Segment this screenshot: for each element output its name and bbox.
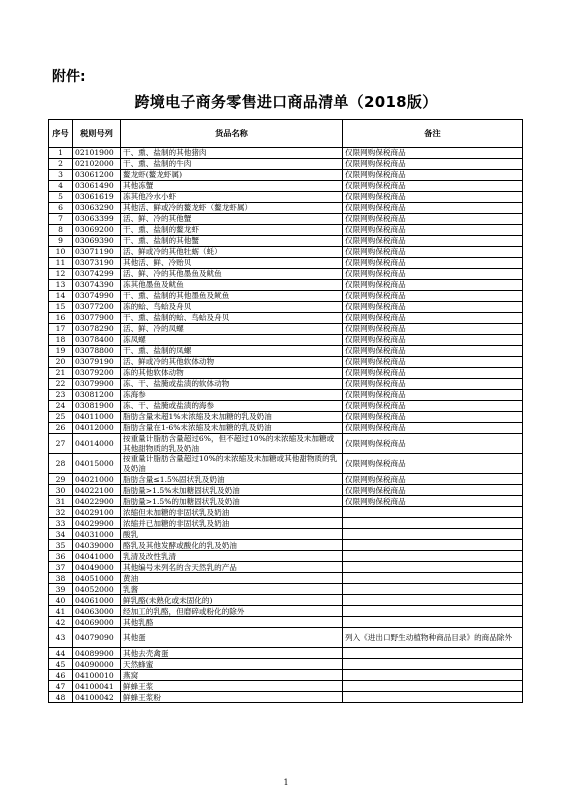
row-note <box>343 529 523 540</box>
tariff-code: 04014000 <box>73 434 121 454</box>
tariff-code: 02101900 <box>73 148 121 159</box>
product-name: 其他活、鲜、冷贻贝 <box>121 258 343 269</box>
table-row <box>49 401 523 412</box>
product-name: 其他乳酪 <box>121 617 343 628</box>
row-number: 25 <box>49 412 73 423</box>
tariff-code: 04051000 <box>73 573 121 584</box>
tariff-code: 03081200 <box>73 390 121 401</box>
row-note <box>343 562 523 573</box>
row-number: 37 <box>49 562 73 573</box>
table-row <box>49 225 523 236</box>
row-number: 24 <box>49 401 73 412</box>
row-number: 7 <box>49 214 73 225</box>
row-number: 30 <box>49 485 73 496</box>
product-name: 按重量计脂肪含量超过10%的未浓缩及未加糖或其他甜物质的乳及奶油 <box>121 454 343 474</box>
row-note <box>343 573 523 584</box>
row-number: 9 <box>49 236 73 247</box>
row-number: 3 <box>49 170 73 181</box>
table-row <box>49 485 523 496</box>
product-name: 冻凤螺 <box>121 335 343 346</box>
table-row <box>49 357 523 368</box>
tariff-code: 04061000 <box>73 595 121 606</box>
table-row <box>49 291 523 302</box>
product-name: 乳酱 <box>121 584 343 595</box>
table-row <box>49 434 523 454</box>
row-number: 46 <box>49 670 73 681</box>
product-name: 鲜乳酪(未熟化或未固化的) <box>121 595 343 606</box>
table-row <box>49 170 523 181</box>
product-name: 燕窝 <box>121 670 343 681</box>
product-name: 冻其他冷水小虾 <box>121 192 343 203</box>
row-number: 45 <box>49 659 73 670</box>
row-note <box>343 551 523 562</box>
table-row <box>49 606 523 617</box>
row-note: 仅限网购保税商品 <box>343 390 523 401</box>
product-name: 干、熏、盐制的凤螺 <box>121 346 343 357</box>
tariff-code: 04063000 <box>73 606 121 617</box>
row-number: 28 <box>49 454 73 474</box>
row-note: 仅限网购保税商品 <box>343 324 523 335</box>
product-name: 活、鲜或冷的其他软体动物 <box>121 357 343 368</box>
row-note <box>343 670 523 681</box>
row-number: 10 <box>49 247 73 258</box>
tariff-code: 03061200 <box>73 170 121 181</box>
table-row <box>49 584 523 595</box>
product-name: 活、鲜、冷的凤螺 <box>121 324 343 335</box>
row-number: 5 <box>49 192 73 203</box>
tariff-code: 03077900 <box>73 313 121 324</box>
table-row <box>49 379 523 390</box>
product-name: 脂肪量>1.5%的加糖固状乳及奶油 <box>121 496 343 507</box>
tariff-code: 03063399 <box>73 214 121 225</box>
product-name: 酸乳 <box>121 529 343 540</box>
row-note: 仅限网购保税商品 <box>343 192 523 203</box>
tariff-code: 04031000 <box>73 529 121 540</box>
row-note <box>343 518 523 529</box>
row-number: 35 <box>49 540 73 551</box>
row-note: 仅限网购保税商品 <box>343 346 523 357</box>
tariff-code: 04029100 <box>73 507 121 518</box>
row-number: 21 <box>49 368 73 379</box>
table-row <box>49 617 523 628</box>
product-list-table <box>48 119 523 703</box>
document-title: 跨境电子商务零售进口商品清单（2018版） <box>134 93 438 111</box>
table-body <box>49 148 523 703</box>
product-name: 脂肪量>1.5%未加糖固状乳及奶油 <box>121 485 343 496</box>
row-number: 31 <box>49 496 73 507</box>
tariff-code: 03078400 <box>73 335 121 346</box>
product-name: 其他去壳禽蛋 <box>121 648 343 659</box>
tariff-code: 03081900 <box>73 401 121 412</box>
table-row <box>49 551 523 562</box>
table-row <box>49 324 523 335</box>
product-name: 干、熏、盐制的其他墨鱼及鱿鱼 <box>121 291 343 302</box>
row-note <box>343 595 523 606</box>
product-name: 冻、干、盐腌或盐渍的海参 <box>121 401 343 412</box>
row-note: 仅限网购保税商品 <box>343 203 523 214</box>
product-name: 冻、干、盐腌或盐渍的软体动物 <box>121 379 343 390</box>
tariff-code: 03077200 <box>73 302 121 313</box>
tariff-code: 03079200 <box>73 368 121 379</box>
row-note <box>343 507 523 518</box>
row-note: 仅限网购保税商品 <box>343 313 523 324</box>
header-code: 税则号列 <box>73 120 121 148</box>
tariff-code: 04029900 <box>73 518 121 529</box>
product-name: 鲜蜂王浆 <box>121 681 343 692</box>
table-row <box>49 507 523 518</box>
row-note: 仅限网购保税商品 <box>343 214 523 225</box>
product-name: 脂肪含量未超1%未浓缩及未加糖的乳及奶油 <box>121 412 343 423</box>
row-number: 4 <box>49 181 73 192</box>
row-note: 仅限网购保税商品 <box>343 159 523 170</box>
tariff-code: 04090000 <box>73 659 121 670</box>
row-note: 仅限网购保税商品 <box>343 454 523 474</box>
row-number: 33 <box>49 518 73 529</box>
product-name: 天然蜂蜜 <box>121 659 343 670</box>
product-name: 其他蛋 <box>121 628 343 648</box>
row-note: 仅限网购保税商品 <box>343 236 523 247</box>
table-row <box>49 236 523 247</box>
row-number: 38 <box>49 573 73 584</box>
tariff-code: 03074390 <box>73 280 121 291</box>
tariff-code: 04022900 <box>73 496 121 507</box>
row-note: 仅限网购保税商品 <box>343 496 523 507</box>
row-note <box>343 617 523 628</box>
tariff-code: 04069000 <box>73 617 121 628</box>
row-number: 20 <box>49 357 73 368</box>
row-number: 34 <box>49 529 73 540</box>
tariff-code: 02102000 <box>73 159 121 170</box>
tariff-code: 03073190 <box>73 258 121 269</box>
product-name: 浓缩但未加糖的非固状乳及奶油 <box>121 507 343 518</box>
attachment-label: 附件: <box>52 69 86 85</box>
row-number: 1 <box>49 148 73 159</box>
tariff-code: 03079900 <box>73 379 121 390</box>
product-name: 冻海参 <box>121 390 343 401</box>
table-row <box>49 496 523 507</box>
row-note: 仅限网购保税商品 <box>343 434 523 454</box>
tariff-code: 03061619 <box>73 192 121 203</box>
product-name: 干、熏、盐制的鳌龙虾 <box>121 225 343 236</box>
tariff-code: 04041000 <box>73 551 121 562</box>
table-row <box>49 474 523 485</box>
table-row <box>49 518 523 529</box>
row-number: 11 <box>49 258 73 269</box>
product-name: 按重量计脂肪含量超过6%，但不超过10%的未浓缩及未加糖或其他甜物质的乳及奶油 <box>121 434 343 454</box>
row-note: 仅限网购保税商品 <box>343 401 523 412</box>
product-name: 脂肪含量在1-6%未浓缩及未加糖的乳及奶油 <box>121 423 343 434</box>
row-number: 42 <box>49 617 73 628</box>
row-number: 6 <box>49 203 73 214</box>
table-row <box>49 648 523 659</box>
table-row <box>49 670 523 681</box>
table-row <box>49 258 523 269</box>
product-name: 其他编号未列名的含天然乳的产品 <box>121 562 343 573</box>
product-name: 干、熏、盐制的牛肉 <box>121 159 343 170</box>
table-row <box>49 159 523 170</box>
tariff-code: 04015000 <box>73 454 121 474</box>
tariff-code: 03069200 <box>73 225 121 236</box>
row-note: 仅限网购保税商品 <box>343 302 523 313</box>
tariff-code: 03069390 <box>73 236 121 247</box>
table-row <box>49 692 523 703</box>
row-note: 仅限网购保税商品 <box>343 280 523 291</box>
product-name: 酪乳及其他发酵或酸化的乳及奶油 <box>121 540 343 551</box>
table-row <box>49 423 523 434</box>
table-row <box>49 454 523 474</box>
tariff-code: 03071190 <box>73 247 121 258</box>
table-row <box>49 595 523 606</box>
row-number: 26 <box>49 423 73 434</box>
row-note: 仅限网购保税商品 <box>343 368 523 379</box>
row-number: 29 <box>49 474 73 485</box>
row-note <box>343 584 523 595</box>
table-row <box>49 214 523 225</box>
row-note: 仅限网购保税商品 <box>343 148 523 159</box>
row-number: 47 <box>49 681 73 692</box>
row-number: 2 <box>49 159 73 170</box>
table-row <box>49 148 523 159</box>
row-note: 仅限网购保税商品 <box>343 335 523 346</box>
tariff-code: 04100010 <box>73 670 121 681</box>
table-header-row <box>49 120 523 148</box>
header-name: 货品名称 <box>121 120 343 148</box>
table-row <box>49 573 523 584</box>
row-number: 15 <box>49 302 73 313</box>
tariff-code: 04089900 <box>73 648 121 659</box>
row-note <box>343 648 523 659</box>
row-number: 14 <box>49 291 73 302</box>
tariff-code: 03079190 <box>73 357 121 368</box>
page-number: 1 <box>283 778 289 787</box>
table-row <box>49 390 523 401</box>
row-note <box>343 540 523 551</box>
table-row <box>49 412 523 423</box>
table-row <box>49 192 523 203</box>
table-row <box>49 368 523 379</box>
row-number: 17 <box>49 324 73 335</box>
row-note: 仅限网购保税商品 <box>343 170 523 181</box>
product-name: 活、鲜、冷的其他蟹 <box>121 214 343 225</box>
row-number: 32 <box>49 507 73 518</box>
tariff-code: 04079090 <box>73 628 121 648</box>
product-name: 活、鲜或冷的其他牡蛎（蚝） <box>121 247 343 258</box>
product-name: 冻的其他软体动物 <box>121 368 343 379</box>
table-row <box>49 346 523 357</box>
row-note: 列入《进出口野生动植物种商品目录》的商品除外 <box>343 628 523 648</box>
product-name: 鲜蜂王浆粉 <box>121 692 343 703</box>
table-row <box>49 313 523 324</box>
row-note: 仅限网购保税商品 <box>343 412 523 423</box>
tariff-code: 04012000 <box>73 423 121 434</box>
table-row <box>49 181 523 192</box>
product-name: 干、熏、盐制的蛤、鸟蛤及舟贝 <box>121 313 343 324</box>
row-note: 仅限网购保税商品 <box>343 269 523 280</box>
row-note <box>343 659 523 670</box>
row-number: 23 <box>49 390 73 401</box>
tariff-code: 04011000 <box>73 412 121 423</box>
table-row <box>49 659 523 670</box>
tariff-code: 04052000 <box>73 584 121 595</box>
row-number: 39 <box>49 584 73 595</box>
product-name: 浓缩并已加糖的非固状乳及奶油 <box>121 518 343 529</box>
row-number: 13 <box>49 280 73 291</box>
header-note: 备注 <box>343 120 523 148</box>
row-number: 22 <box>49 379 73 390</box>
row-number: 44 <box>49 648 73 659</box>
tariff-code: 03061490 <box>73 181 121 192</box>
row-note <box>343 692 523 703</box>
row-number: 27 <box>49 434 73 454</box>
table-row <box>49 628 523 648</box>
row-note: 仅限网购保税商品 <box>343 357 523 368</box>
row-note: 仅限网购保税商品 <box>343 225 523 236</box>
row-number: 16 <box>49 313 73 324</box>
row-number: 12 <box>49 269 73 280</box>
tariff-code: 03074299 <box>73 269 121 280</box>
tariff-code: 03078800 <box>73 346 121 357</box>
table-row <box>49 203 523 214</box>
tariff-code: 04100042 <box>73 692 121 703</box>
row-note: 仅限网购保税商品 <box>343 485 523 496</box>
table-row <box>49 681 523 692</box>
product-name: 经加工的乳酪，但磨碎或粉化的除外 <box>121 606 343 617</box>
table-row <box>49 540 523 551</box>
row-number: 18 <box>49 335 73 346</box>
row-number: 41 <box>49 606 73 617</box>
product-name: 干、熏、盐制的其他蟹 <box>121 236 343 247</box>
table-row <box>49 269 523 280</box>
table-row <box>49 562 523 573</box>
table-row <box>49 529 523 540</box>
tariff-code: 04039000 <box>73 540 121 551</box>
product-name: 干、熏、盐制的其他猪肉 <box>121 148 343 159</box>
row-note <box>343 681 523 692</box>
row-note: 仅限网购保税商品 <box>343 291 523 302</box>
tariff-code: 03078290 <box>73 324 121 335</box>
tariff-code: 03074990 <box>73 291 121 302</box>
product-name: 其他冻蟹 <box>121 181 343 192</box>
row-note: 仅限网购保税商品 <box>343 181 523 192</box>
product-name: 冻其他墨鱼及鱿鱼 <box>121 280 343 291</box>
table-row <box>49 247 523 258</box>
product-name: 黄油 <box>121 573 343 584</box>
header-no: 序号 <box>49 120 73 148</box>
product-name: 冻的蛤、鸟蛤及舟贝 <box>121 302 343 313</box>
row-number: 40 <box>49 595 73 606</box>
row-note <box>343 606 523 617</box>
row-number: 43 <box>49 628 73 648</box>
row-note: 仅限网购保税商品 <box>343 474 523 485</box>
product-name: 其他活、鲜或冷的鳌龙虾（鳌龙虾属） <box>121 203 343 214</box>
row-note: 仅限网购保税商品 <box>343 258 523 269</box>
tariff-code: 04021000 <box>73 474 121 485</box>
tariff-code: 04022100 <box>73 485 121 496</box>
row-note: 仅限网购保税商品 <box>343 423 523 434</box>
table-row <box>49 302 523 313</box>
table-row <box>49 335 523 346</box>
product-name: 乳清及改性乳清 <box>121 551 343 562</box>
table-row <box>49 280 523 291</box>
row-number: 8 <box>49 225 73 236</box>
product-name: 活、鲜、冷的其他墨鱼及鱿鱼 <box>121 269 343 280</box>
tariff-code: 04100041 <box>73 681 121 692</box>
row-number: 19 <box>49 346 73 357</box>
row-note: 仅限网购保税商品 <box>343 379 523 390</box>
tariff-code: 03063290 <box>73 203 121 214</box>
tariff-code: 04049000 <box>73 562 121 573</box>
row-note: 仅限网购保税商品 <box>343 247 523 258</box>
product-name: 鳌龙虾(鳌龙虾属) <box>121 170 343 181</box>
product-name: 脂肪含量≤1.5%固状乳及奶油 <box>121 474 343 485</box>
row-number: 48 <box>49 692 73 703</box>
row-number: 36 <box>49 551 73 562</box>
